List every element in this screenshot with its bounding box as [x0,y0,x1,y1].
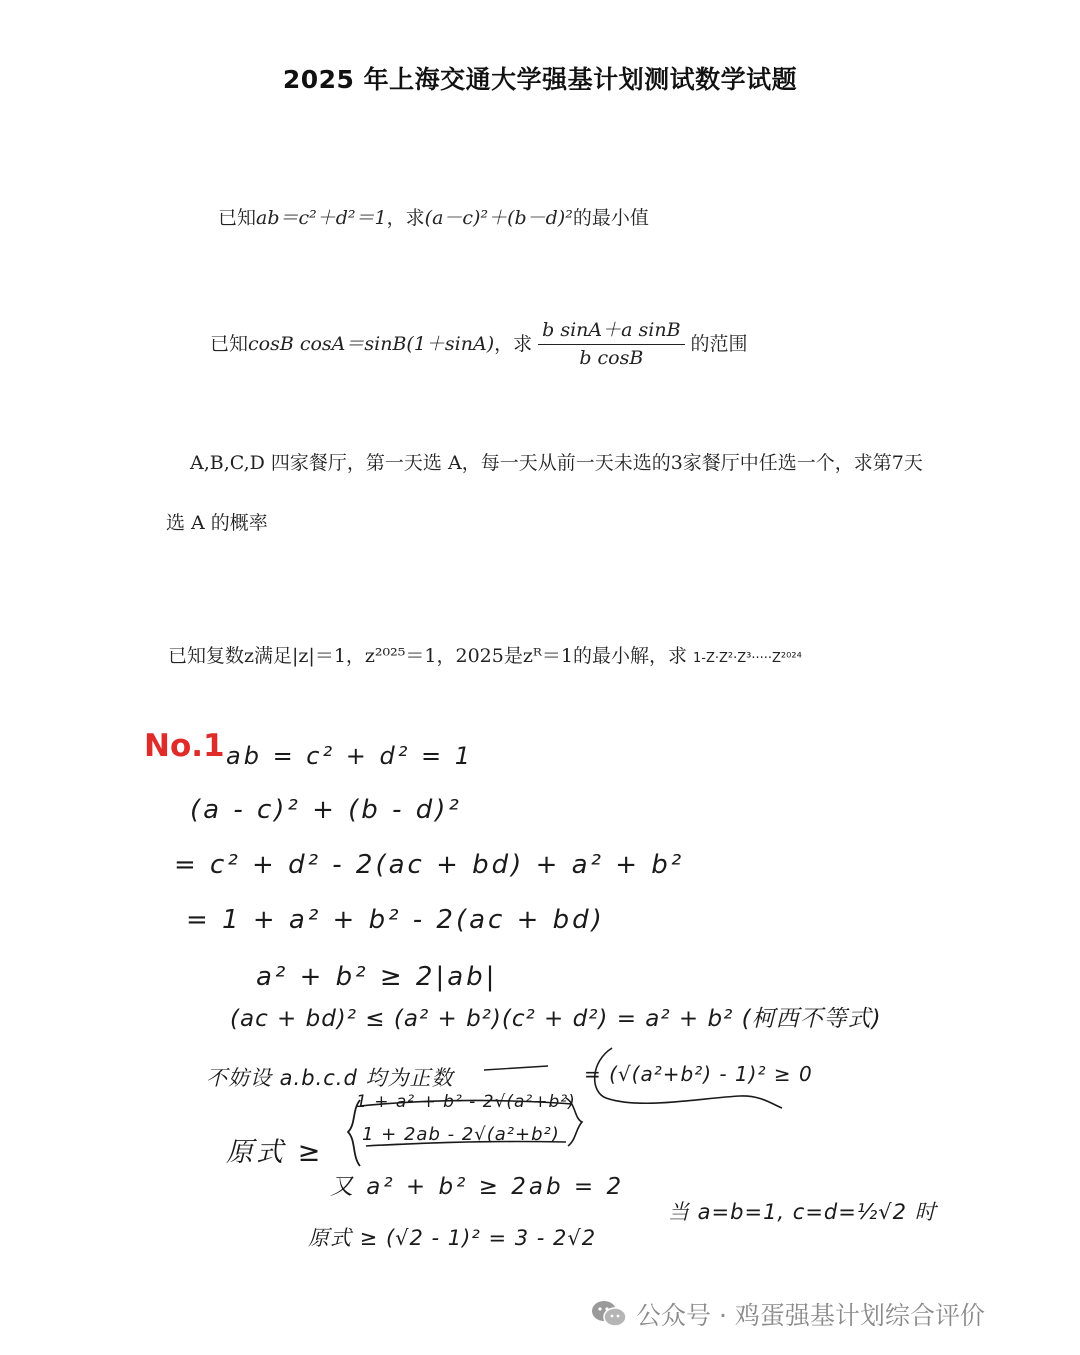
solution-line: (a - c)² + (b - d)² [190,795,462,825]
solution-line: 原式 ≥ [226,1137,324,1168]
strike-mark [484,1066,548,1070]
curve-mark [595,1048,782,1108]
brace-mark [348,1100,360,1166]
solution-line: 1 + a² + b² - 2√(a²+b²) [356,1092,576,1112]
fraction-numerator: b sinA＋a sinB [538,315,684,345]
underline-mark [366,1142,566,1147]
solution-line: ab = c² + d² = 1 [226,742,473,770]
fraction-denominator: b cosB [579,347,644,369]
watermark-text: 公众号 · 鸡蛋强基计划综合评价 [636,1301,985,1330]
solution-line: = 1 + a² + b² - 2(ac + bd) [186,905,605,935]
solution-line: = c² + d² - 2(ac + bd) + a² + b² [174,850,685,880]
solution-line: 原式 ≥ (√2 - 1)² = 3 - 2√2 [308,1226,597,1250]
solution-line: = (√(a²+b²) - 1)² ≥ 0 [584,1062,813,1086]
question-3-line-2: 选 A 的概率 [166,512,268,534]
solution-line: (ac + bd)² ≤ (a² + b²)(c² + d²) = a² + b² (柯西不等式) [230,1006,882,1032]
solution-line: 1 + 2ab - 2√(a²+b²) [362,1124,560,1145]
solution-badge: No.1 [144,728,225,764]
brace-mark [566,1098,582,1146]
question-2: 已知 cosB cosA＝sinB(1＋sinA) ，求 $\frac{\text{b sinA＋a sinB}}{\text{b cosB}}$ 的范围 [210,315,748,369]
question-1: 已知ab＝c²＋d²＝1，求(a－c)²＋(b－d)²的最小值 [218,207,649,229]
solution-line: 又 a² + b² ≥ 2ab = 2 [330,1174,625,1200]
solution-line: a² + b² ≥ 2|ab| [256,962,498,992]
solution-line: 不妨设 a.b.c.d 均为正数 [206,1066,454,1090]
watermark [590,1296,985,1332]
page-title: 2025 年上海交通大学强基计划测试数学试题 [282,65,798,94]
wechat-icon [590,1299,628,1329]
solution-line: 当 a=b=1, c=d=½√2 时 [668,1200,937,1224]
underline-mark [360,1100,572,1106]
question-3-line-1: A,B,C,D 四家餐厅，第一天选 A，每一天从前一天未选的3家餐厅中任选一个，求第7天 [190,452,923,474]
question-4: 已知复数z满足|z|＝1，z²⁰²⁵＝1，2025是zᴿ＝1的最小解，求 1-Z·Z²·Z³·····Z²⁰²⁴ [168,645,802,667]
